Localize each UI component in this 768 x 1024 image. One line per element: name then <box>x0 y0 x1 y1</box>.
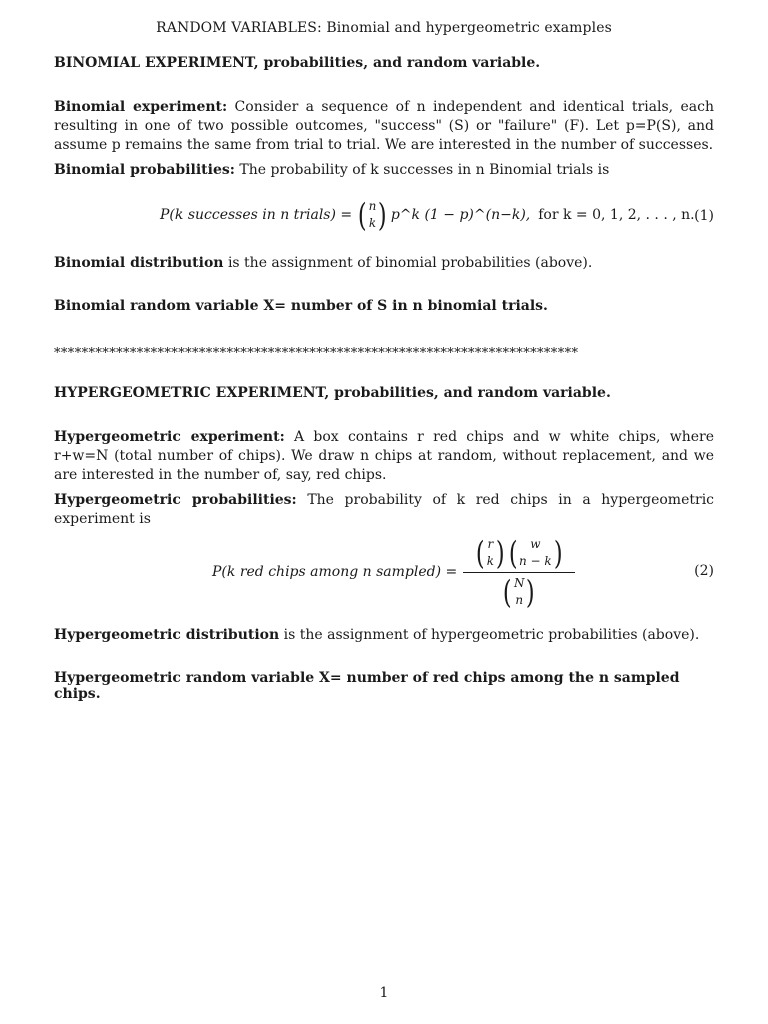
binomial-equation-lhs: P(k successes in n trials) = <box>160 207 353 223</box>
hypergeometric-distribution-paragraph <box>54 626 714 645</box>
binomial-experiment-paragraph <box>54 98 714 155</box>
hypergeometric-probabilities-label: Hypergeometric probabilities: <box>54 492 297 508</box>
numerator-2-top: w <box>530 536 541 551</box>
hypergeometric-experiment-paragraph <box>54 428 714 485</box>
hypergeometric-fraction <box>463 533 575 611</box>
fraction-denominator: ( N n ) <box>503 572 536 611</box>
hypergeometric-section-heading: HYPERGEOMETRIC EXPERIMENT, probabilities, and random variable. <box>54 385 611 401</box>
denominator-top: N <box>513 575 525 590</box>
numerator-1-bottom: k <box>486 553 495 568</box>
binomial-distribution-text: is the assignment of binomial probabilities (above). <box>227 255 593 271</box>
binomial-probabilities-label: Binomial probabilities: <box>54 162 235 178</box>
equation-number-2: (2) <box>694 563 714 579</box>
hypergeometric-probabilities-paragraph <box>54 491 714 529</box>
document-title: RANDOM VARIABLES: Binomial and hypergeometric examples <box>156 20 612 36</box>
binomial-coefficient-r-k: ( r k ) <box>476 533 505 572</box>
binomial-probabilities-paragraph <box>54 161 714 180</box>
fraction-numerator <box>474 533 564 572</box>
binomial-coefficient-top: n <box>368 199 377 213</box>
binomial-experiment-label: Binomial experiment: <box>54 99 228 115</box>
hypergeometric-distribution-text: is the assignment of hypergeometric probabilities (above). <box>283 627 700 643</box>
hypergeometric-equation-lhs: P(k red chips among n sampled) = <box>212 564 458 580</box>
hypergeometric-experiment-text: A box contains r red chips and w white chips, where r+w=N (total number of chips). We draw n chips at random, without replacement, and we are interested in the number of, say, red chips. <box>54 429 714 483</box>
binomial-coefficient: ( n k ) <box>358 196 387 234</box>
numerator-1-top: r <box>487 536 494 551</box>
hypergeometric-random-variable: Hypergeometric random variable X= number of red chips among the n sampled chips. <box>54 670 680 702</box>
binomial-equation-rhs: p^k (1 − p)^(n−k), <box>390 207 531 223</box>
binomial-equation-condition: for k = 0, 1, 2, . . . , n. <box>538 207 695 223</box>
denominator-bottom: n <box>515 592 524 607</box>
fraction-bar <box>463 572 575 573</box>
binomial-distribution-label: Binomial distribution <box>54 255 224 271</box>
hypergeometric-probabilities-text: The probability of k red chips in a hypergeometric experiment is <box>54 492 715 527</box>
page-number: 1 <box>379 985 389 1001</box>
numerator-2-bottom: n − k <box>519 553 552 568</box>
equation-number-1: (1) <box>694 208 714 224</box>
binomial-random-variable: Binomial random variable X= number of S in n binomial trials. <box>54 298 548 314</box>
binomial-distribution-paragraph <box>54 254 714 273</box>
hypergeometric-distribution-label: Hypergeometric distribution <box>54 627 280 643</box>
binomial-coefficient-w-n-minus-k: ( w n − k ) <box>508 533 563 572</box>
binomial-probabilities-text: The probability of k successes in n Binomial trials is <box>239 162 610 178</box>
binomial-experiment-text: Consider a sequence of n independent and identical trials, each resulting in one of two possible outcomes, "success" (S) or "failure" (F). Let p=P(S), and assume p remains the same from trial to trial. We are interested in the number of successes. <box>54 99 714 153</box>
separator-line: **************************************************************************** <box>54 346 579 361</box>
binomial-coefficient-bottom: k <box>368 216 377 230</box>
binomial-section-heading: BINOMIAL EXPERIMENT, probabilities, and random variable. <box>54 55 541 71</box>
hypergeometric-experiment-label: Hypergeometric experiment: <box>54 429 285 445</box>
